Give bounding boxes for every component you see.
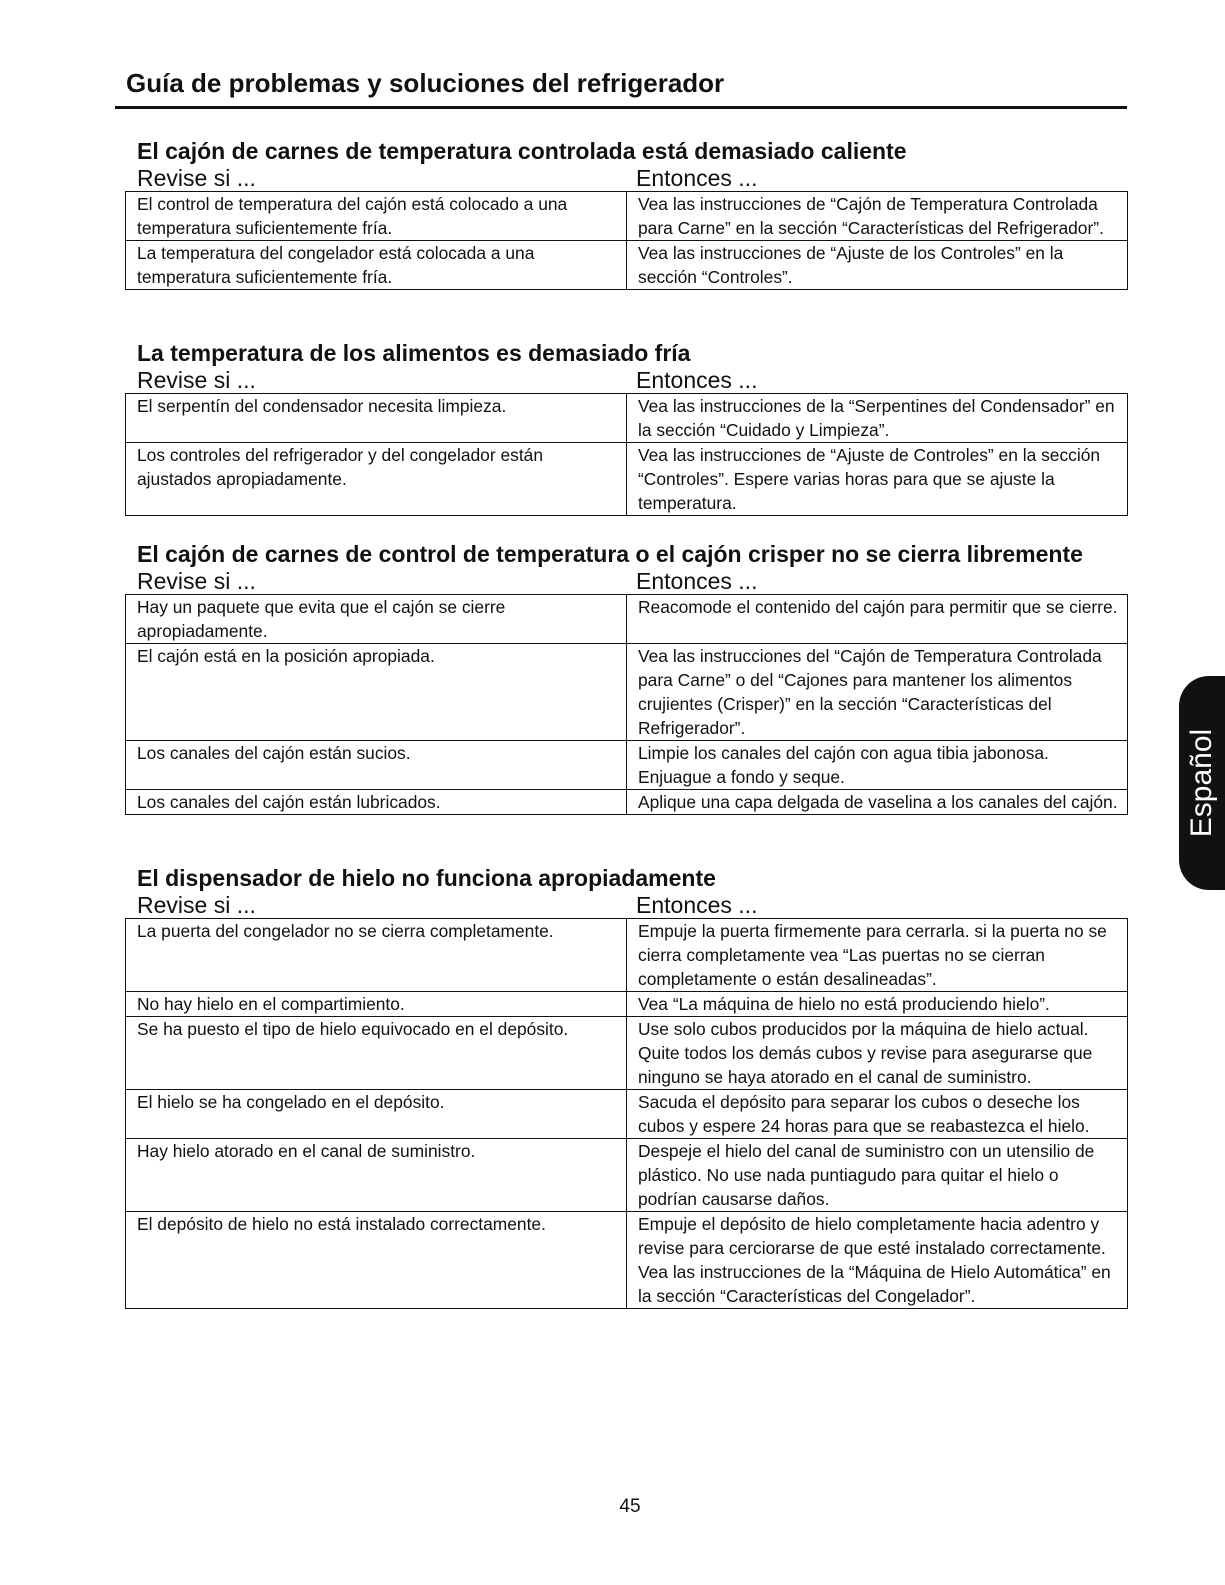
check-cell: La puerta del congelador no se cierra completamente.	[126, 919, 627, 992]
section-title: El cajón de carnes de control de temperatura o el cajón crisper no se cierra libremente	[137, 541, 1083, 567]
then-column-header: Entonces ...	[636, 367, 758, 393]
table-row	[126, 192, 1128, 241]
then-cell: Vea “La máquina de hielo no está produciendo hielo”.	[627, 992, 1128, 1017]
check-cell: No hay hielo en el compartimiento.	[126, 992, 627, 1017]
then-cell: Vea las instrucciones de “Cajón de Temperatura Controlada para Carne” en la sección “Características del Refrigerador”.	[627, 192, 1128, 241]
table-row	[126, 644, 1128, 741]
check-cell: Hay un paquete que evita que el cajón se cierre apropiadamente.	[126, 595, 627, 644]
page-title: Guía de problemas y soluciones del refrigerador	[126, 68, 725, 98]
table-row	[126, 595, 1128, 644]
then-column-header: Entonces ...	[636, 892, 758, 918]
check-cell: El cajón está en la posición apropiada.	[126, 644, 627, 741]
section-ice-dispenser	[125, 864, 1133, 1309]
table-row	[126, 443, 1128, 516]
then-column-header: Entonces ...	[636, 568, 758, 594]
check-cell: La temperatura del congelador está colocada a una temperatura suficientemente fría.	[126, 241, 627, 290]
then-cell: Reacomode el contenido del cajón para permitir que se cierre.	[627, 595, 1128, 644]
troubleshooting-table	[125, 918, 1128, 1309]
column-headers	[125, 892, 1133, 918]
page-number: 45	[619, 1496, 641, 1517]
then-cell: Despeje el hielo del canal de suministro con un utensilio de plástico. No use nada puntiagudo para quitar el hielo o podrían causarse daños.	[627, 1139, 1128, 1212]
then-column-header: Entonces ...	[636, 165, 758, 191]
check-cell: Hay hielo atorado en el canal de suministro.	[126, 1139, 627, 1212]
table-row	[126, 741, 1128, 790]
column-headers	[125, 367, 1133, 393]
column-headers	[125, 165, 1133, 191]
table-row	[126, 394, 1128, 443]
section-title: El cajón de carnes de temperatura controlada está demasiado caliente	[137, 138, 907, 164]
check-cell: Se ha puesto el tipo de hielo equivocado en el depósito.	[126, 1017, 627, 1090]
check-cell: El hielo se ha congelado en el depósito.	[126, 1090, 627, 1139]
table-row	[126, 1212, 1128, 1309]
section-title: El dispensador de hielo no funciona apropiadamente	[137, 865, 716, 891]
check-column-header: Revise si ...	[137, 568, 256, 594]
then-cell: Vea las instrucciones de “Ajuste de Controles” en la sección “Controles”. Espere varias horas para que se ajuste la temperatura.	[627, 443, 1128, 516]
section-title: La temperatura de los alimentos es demasiado fría	[137, 340, 691, 366]
then-cell: Vea las instrucciones de la “Serpentines del Condensador” en la sección “Cuidado y Limpieza”.	[627, 394, 1128, 443]
table-row	[126, 790, 1128, 815]
section-drawer-not-closing	[125, 540, 1133, 815]
then-cell: Sacuda el depósito para separar los cubos o deseche los cubos y espere 24 horas para que se reabastezca el hielo.	[627, 1090, 1128, 1139]
language-tab-label: Español	[1185, 728, 1218, 838]
table-row	[126, 1139, 1128, 1212]
language-tab	[1179, 676, 1225, 890]
then-cell: Use solo cubos producidos por la máquina de hielo actual. Quite todos los demás cubos y revise para asegurarse que ninguno se haya atorado en el canal de suministro.	[627, 1017, 1128, 1090]
check-cell: El control de temperatura del cajón está colocado a una temperatura suficientemente fría.	[126, 192, 627, 241]
table-row	[126, 241, 1128, 290]
check-cell: Los controles del refrigerador y del congelador están ajustados apropiadamente.	[126, 443, 627, 516]
table-row	[126, 1090, 1128, 1139]
check-cell: Los canales del cajón están sucios.	[126, 741, 627, 790]
section-food-too-cold	[125, 339, 1133, 516]
then-cell: Empuje el depósito de hielo completamente hacia adentro y revise para cerciorarse de que esté instalado correctamente. Vea las instrucciones de la “Máquina de Hielo Automática” en la sección “Características del Congelador”.	[627, 1212, 1128, 1309]
then-cell: Empuje la puerta firmemente para cerrarla. si la puerta no se cierra completamente vea “Las puertas no se cierran completamente o están desalineadas”.	[627, 919, 1128, 992]
check-column-header: Revise si ...	[137, 367, 256, 393]
then-cell: Vea las instrucciones de “Ajuste de los Controles” en la sección “Controles”.	[627, 241, 1128, 290]
then-cell: Aplique una capa delgada de vaselina a los canales del cajón.	[627, 790, 1128, 815]
check-column-header: Revise si ...	[137, 892, 256, 918]
then-cell: Limpie los canales del cajón con agua tibia jabonosa. Enjuague a fondo y seque.	[627, 741, 1128, 790]
check-cell: Los canales del cajón están lubricados.	[126, 790, 627, 815]
section-meat-drawer-too-warm	[125, 137, 1133, 290]
check-cell: El depósito de hielo no está instalado correctamente.	[126, 1212, 627, 1309]
table-row	[126, 919, 1128, 992]
table-row	[126, 1017, 1128, 1090]
troubleshooting-table	[125, 594, 1128, 815]
check-column-header: Revise si ...	[137, 165, 256, 191]
title-rule	[115, 106, 1127, 109]
check-cell: El serpentín del condensador necesita limpieza.	[126, 394, 627, 443]
table-row	[126, 992, 1128, 1017]
troubleshooting-table	[125, 393, 1128, 516]
column-headers	[125, 568, 1133, 594]
troubleshooting-table	[125, 191, 1128, 290]
then-cell: Vea las instrucciones del “Cajón de Temperatura Controlada para Carne” o del “Cajones para mantener los alimentos crujientes (Crisper)” en la sección “Características del Refrigerador”.	[627, 644, 1128, 741]
